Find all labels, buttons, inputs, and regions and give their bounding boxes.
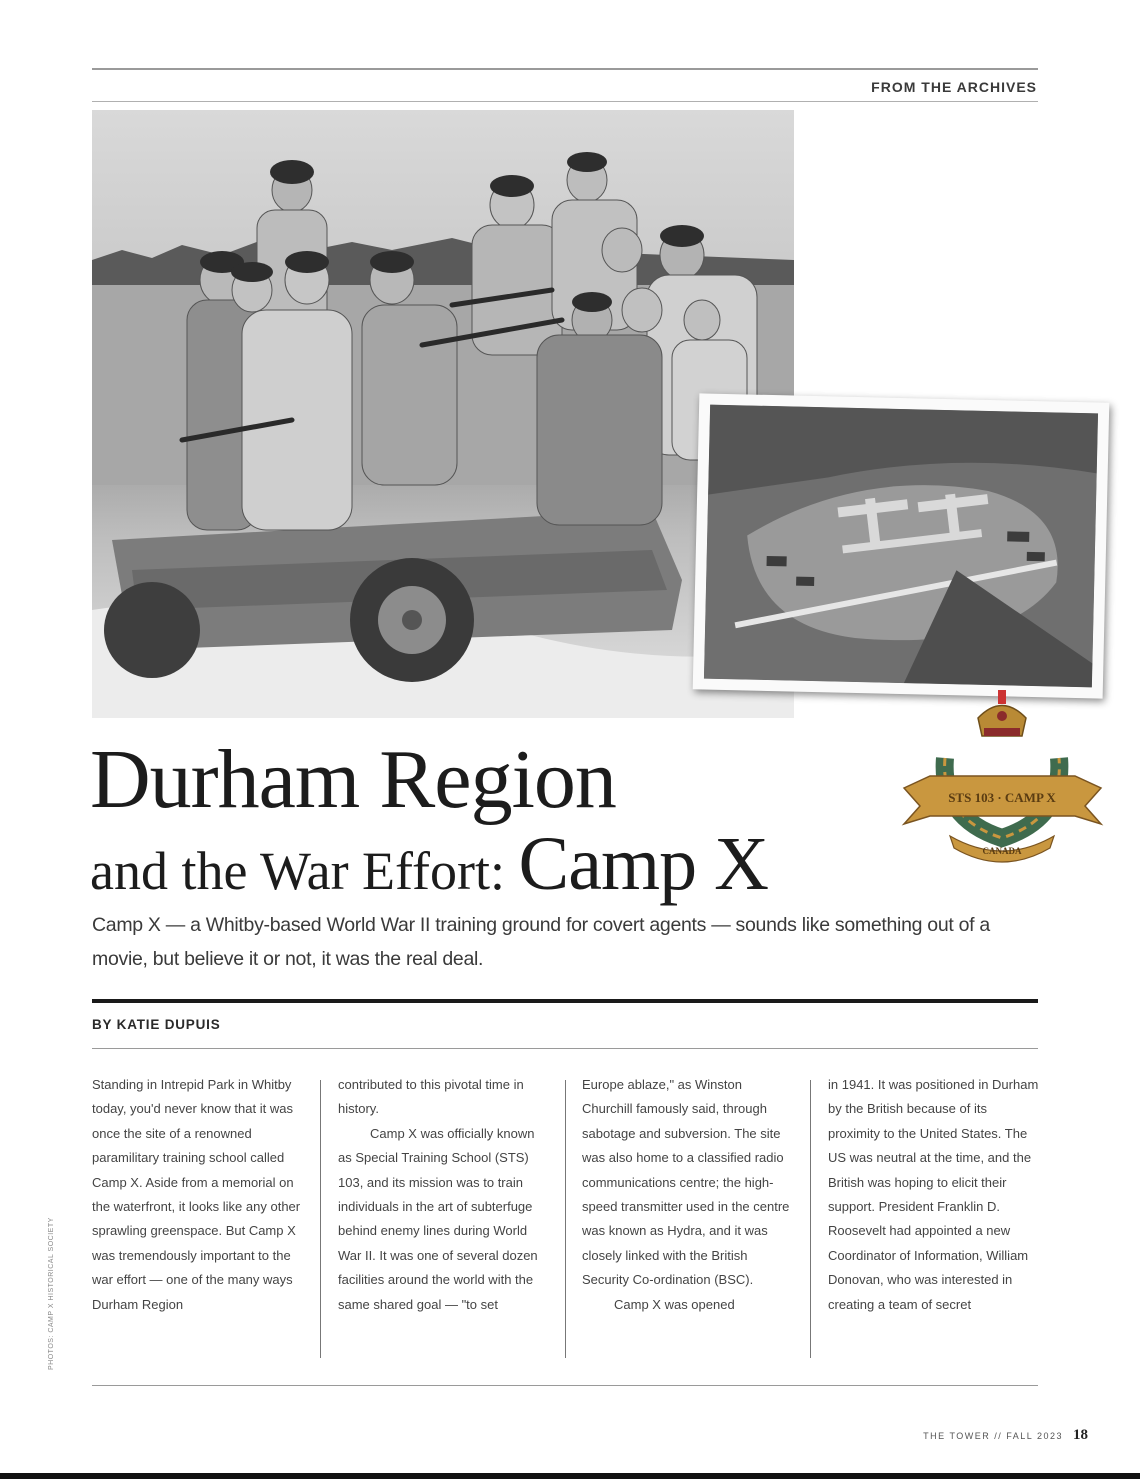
- body-paragraph: in 1941. It was positioned in Durham by the British because of its proximity to the United States. The US was neutral at the time, and the British was hoping to elicit their support. President Franklin D. Roosevelt had appointed a new Coordinator of Information, William Donovan, who was interested in creating a team of secret: [828, 1077, 1039, 1312]
- column-divider: [565, 1080, 566, 1358]
- soldiers-on-jeep-illustration: [92, 110, 794, 718]
- body-paragraph: Europe ablaze," as Winston Churchill famously said, through sabotage and subversion. The site was also home to a classified radio communications centre; the high-speed transmitter used in the centre was known as Hydra, and it was closely linked with the British Security Co-ordination (BSC).: [582, 1077, 790, 1288]
- headline-line-2-large: Camp X: [518, 822, 768, 906]
- body-column-1: [92, 1073, 304, 1317]
- deck-text: Camp X — a Whitby-based World War II training ground for covert agents — sounds like something out of a movie, but believe it or not, it was the real deal.: [92, 914, 990, 970]
- camp-x-badge: [900, 688, 1105, 868]
- body-column-4: [828, 1073, 1040, 1317]
- aerial-photo: [693, 393, 1110, 698]
- badge-icon: [900, 688, 1105, 868]
- body-paragraph: Camp X was officially known as Special Training School (STS) 103, and its mission was to train individuals in the art of subterfuge behind enemy lines during World War II. It was one of several dozen facilities around the world with the same shared goal — "to set: [338, 1125, 538, 1312]
- section-label: FROM THE ARCHIVES: [871, 79, 1037, 95]
- body-paragraph: contributed to this pivotal time in history.: [338, 1077, 524, 1117]
- bottom-rule: [92, 1385, 1038, 1386]
- section-rule: [92, 101, 1038, 102]
- column-divider: [320, 1080, 321, 1358]
- badge-banner-text: STS 103 · CAMP X: [948, 790, 1056, 805]
- aerial-photo-image: [704, 405, 1098, 688]
- body-paragraph: Standing in Intrepid Park in Whitby today, you'd never know that it was once the site of a renowned paramilitary training school called Camp X. Aside from a memorial on the waterfront, it looks like any other sprawling greenspace. But Camp X was tremendously important to the war effort — one of the many ways Durham Region: [92, 1077, 301, 1312]
- byline: BY KATIE DUPUIS: [92, 1017, 221, 1032]
- top-rule: [92, 68, 1038, 70]
- publication-name: THE TOWER // FALL 2023: [923, 1431, 1063, 1441]
- main-photo: [92, 110, 794, 718]
- body-paragraph: Camp X was opened: [614, 1296, 735, 1312]
- camp-aerial-illustration: [704, 405, 1098, 688]
- page-number: 18: [1073, 1427, 1088, 1443]
- byline-rule: [92, 1048, 1038, 1049]
- badge-lower-text: CANADA: [982, 846, 1022, 856]
- thick-rule: [92, 999, 1038, 1003]
- column-divider: [810, 1080, 811, 1358]
- body-column-3: [582, 1073, 794, 1317]
- headline-line-1: Durham Region: [90, 733, 616, 826]
- headline-line-2-small: and the War Effort:: [90, 841, 519, 901]
- photo-credit: PHOTOS: CAMP X HISTORICAL SOCIETY: [48, 1217, 55, 1370]
- bottom-bar: [0, 1473, 1140, 1479]
- body-column-2: [338, 1073, 550, 1317]
- headline-line-2: [90, 822, 768, 906]
- page-footer: [923, 1427, 1088, 1444]
